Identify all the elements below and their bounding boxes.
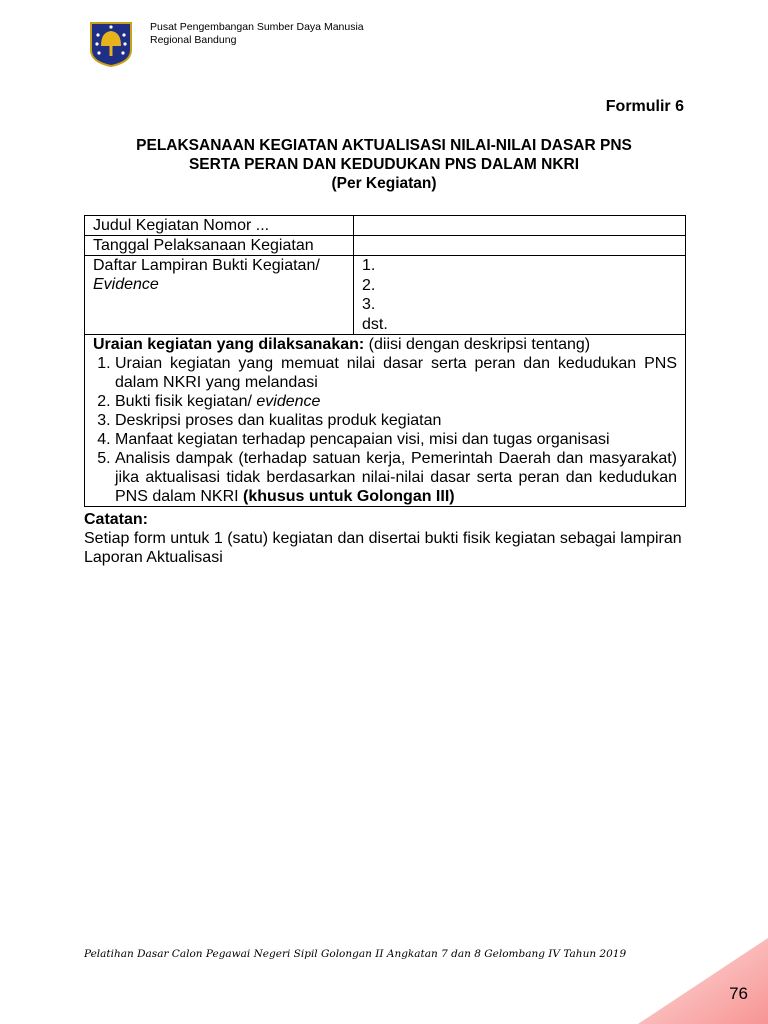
description-heading: Uraian kegiatan yang dilaksanakan: (93, 336, 365, 353)
header-org-line2: Regional Bandung (150, 34, 237, 46)
row-value-activity-title[interactable] (354, 216, 686, 236)
table-row-date (85, 236, 686, 256)
form-number: Formulir 6 (605, 98, 684, 115)
list-item (115, 449, 677, 506)
row-value-date[interactable] (354, 236, 686, 256)
institution-logo-icon (88, 20, 134, 68)
list-item: 4. Manfaat kegiatan terhadap pencapaian visi, misi dan tugas organisasi (115, 430, 677, 449)
description-cell (85, 335, 686, 507)
activity-form-table (84, 215, 686, 507)
description-list (93, 354, 677, 506)
table-row-description (85, 335, 686, 507)
document-title (84, 136, 684, 193)
notes-text: Setiap form untuk 1 (satu) kegiatan dan disertai bukti fisik kegiatan sebagai lampiran Laporan Aktualisasi (84, 530, 682, 566)
footer-text: Pelatihan Dasar Calon Pegawai Negeri Sipil Golongan II Angkatan 7 dan 8 Gelombang IV Tahun 2019 (84, 948, 627, 960)
item5-bold: (khusus untuk Golongan III) (243, 488, 455, 505)
attachment-number-etc: dst. (362, 315, 388, 333)
row-label-attachments (85, 256, 354, 335)
title-line1: PELAKSANAAN KEGIATAN AKTUALISASI NILAI-NILAI DASAR PNS (136, 137, 632, 154)
title-line2: SERTA PERAN DAN KEDUDUKAN PNS DALAM NKRI (188, 156, 580, 173)
list-item: 3. Deskripsi proses dan kualitas produk kegiatan (115, 411, 677, 430)
list-item (115, 392, 677, 411)
description-header (93, 335, 677, 354)
title-line3: (Per Kegiatan) (331, 175, 437, 192)
row-label-activity-title: Judul Kegiatan Nomor ... (85, 216, 354, 236)
attachment-number-2: 2. (362, 276, 376, 294)
page-number: 76 (729, 984, 748, 1003)
row-label-date: Tanggal Pelaksanaan Kegiatan (85, 236, 354, 256)
header-organization (150, 21, 364, 47)
attachment-number-1: 1. (362, 257, 376, 274)
item5-text: Analisis dampak (terhadap satuan kerja, Pemerintah Daerah dan masyarakat) jika aktualisasi tidak berdasarkan nilai-nilai dasar serta peran dan kedudukan PNS dalam NKRI (115, 450, 677, 505)
header-org-line1: Pusat Pengembangan Sumber Daya Manusia (150, 21, 364, 33)
list-item: 1. Uraian kegiatan yang memuat nilai dasar serta peran dan kedudukan PNS dalam NKRI yang melandasi (115, 354, 677, 392)
attachments-label-italic: Evidence (93, 276, 159, 293)
item2-italic: evidence (256, 393, 321, 410)
description-intro: (diisi dengan deskripsi tentang) (364, 336, 591, 353)
attachments-label: Daftar Lampiran Bukti Kegiatan/ (93, 257, 320, 274)
row-value-attachments[interactable] (354, 256, 686, 335)
corner-decoration (638, 938, 768, 1024)
table-row-attachments (85, 256, 686, 335)
table-row-title (85, 216, 686, 236)
notes-heading: Catatan: (84, 511, 149, 528)
notes-section (84, 510, 686, 567)
attachment-number-3: 3. (362, 296, 376, 313)
item2-text: Bukti fisik kegiatan/ (115, 393, 257, 410)
